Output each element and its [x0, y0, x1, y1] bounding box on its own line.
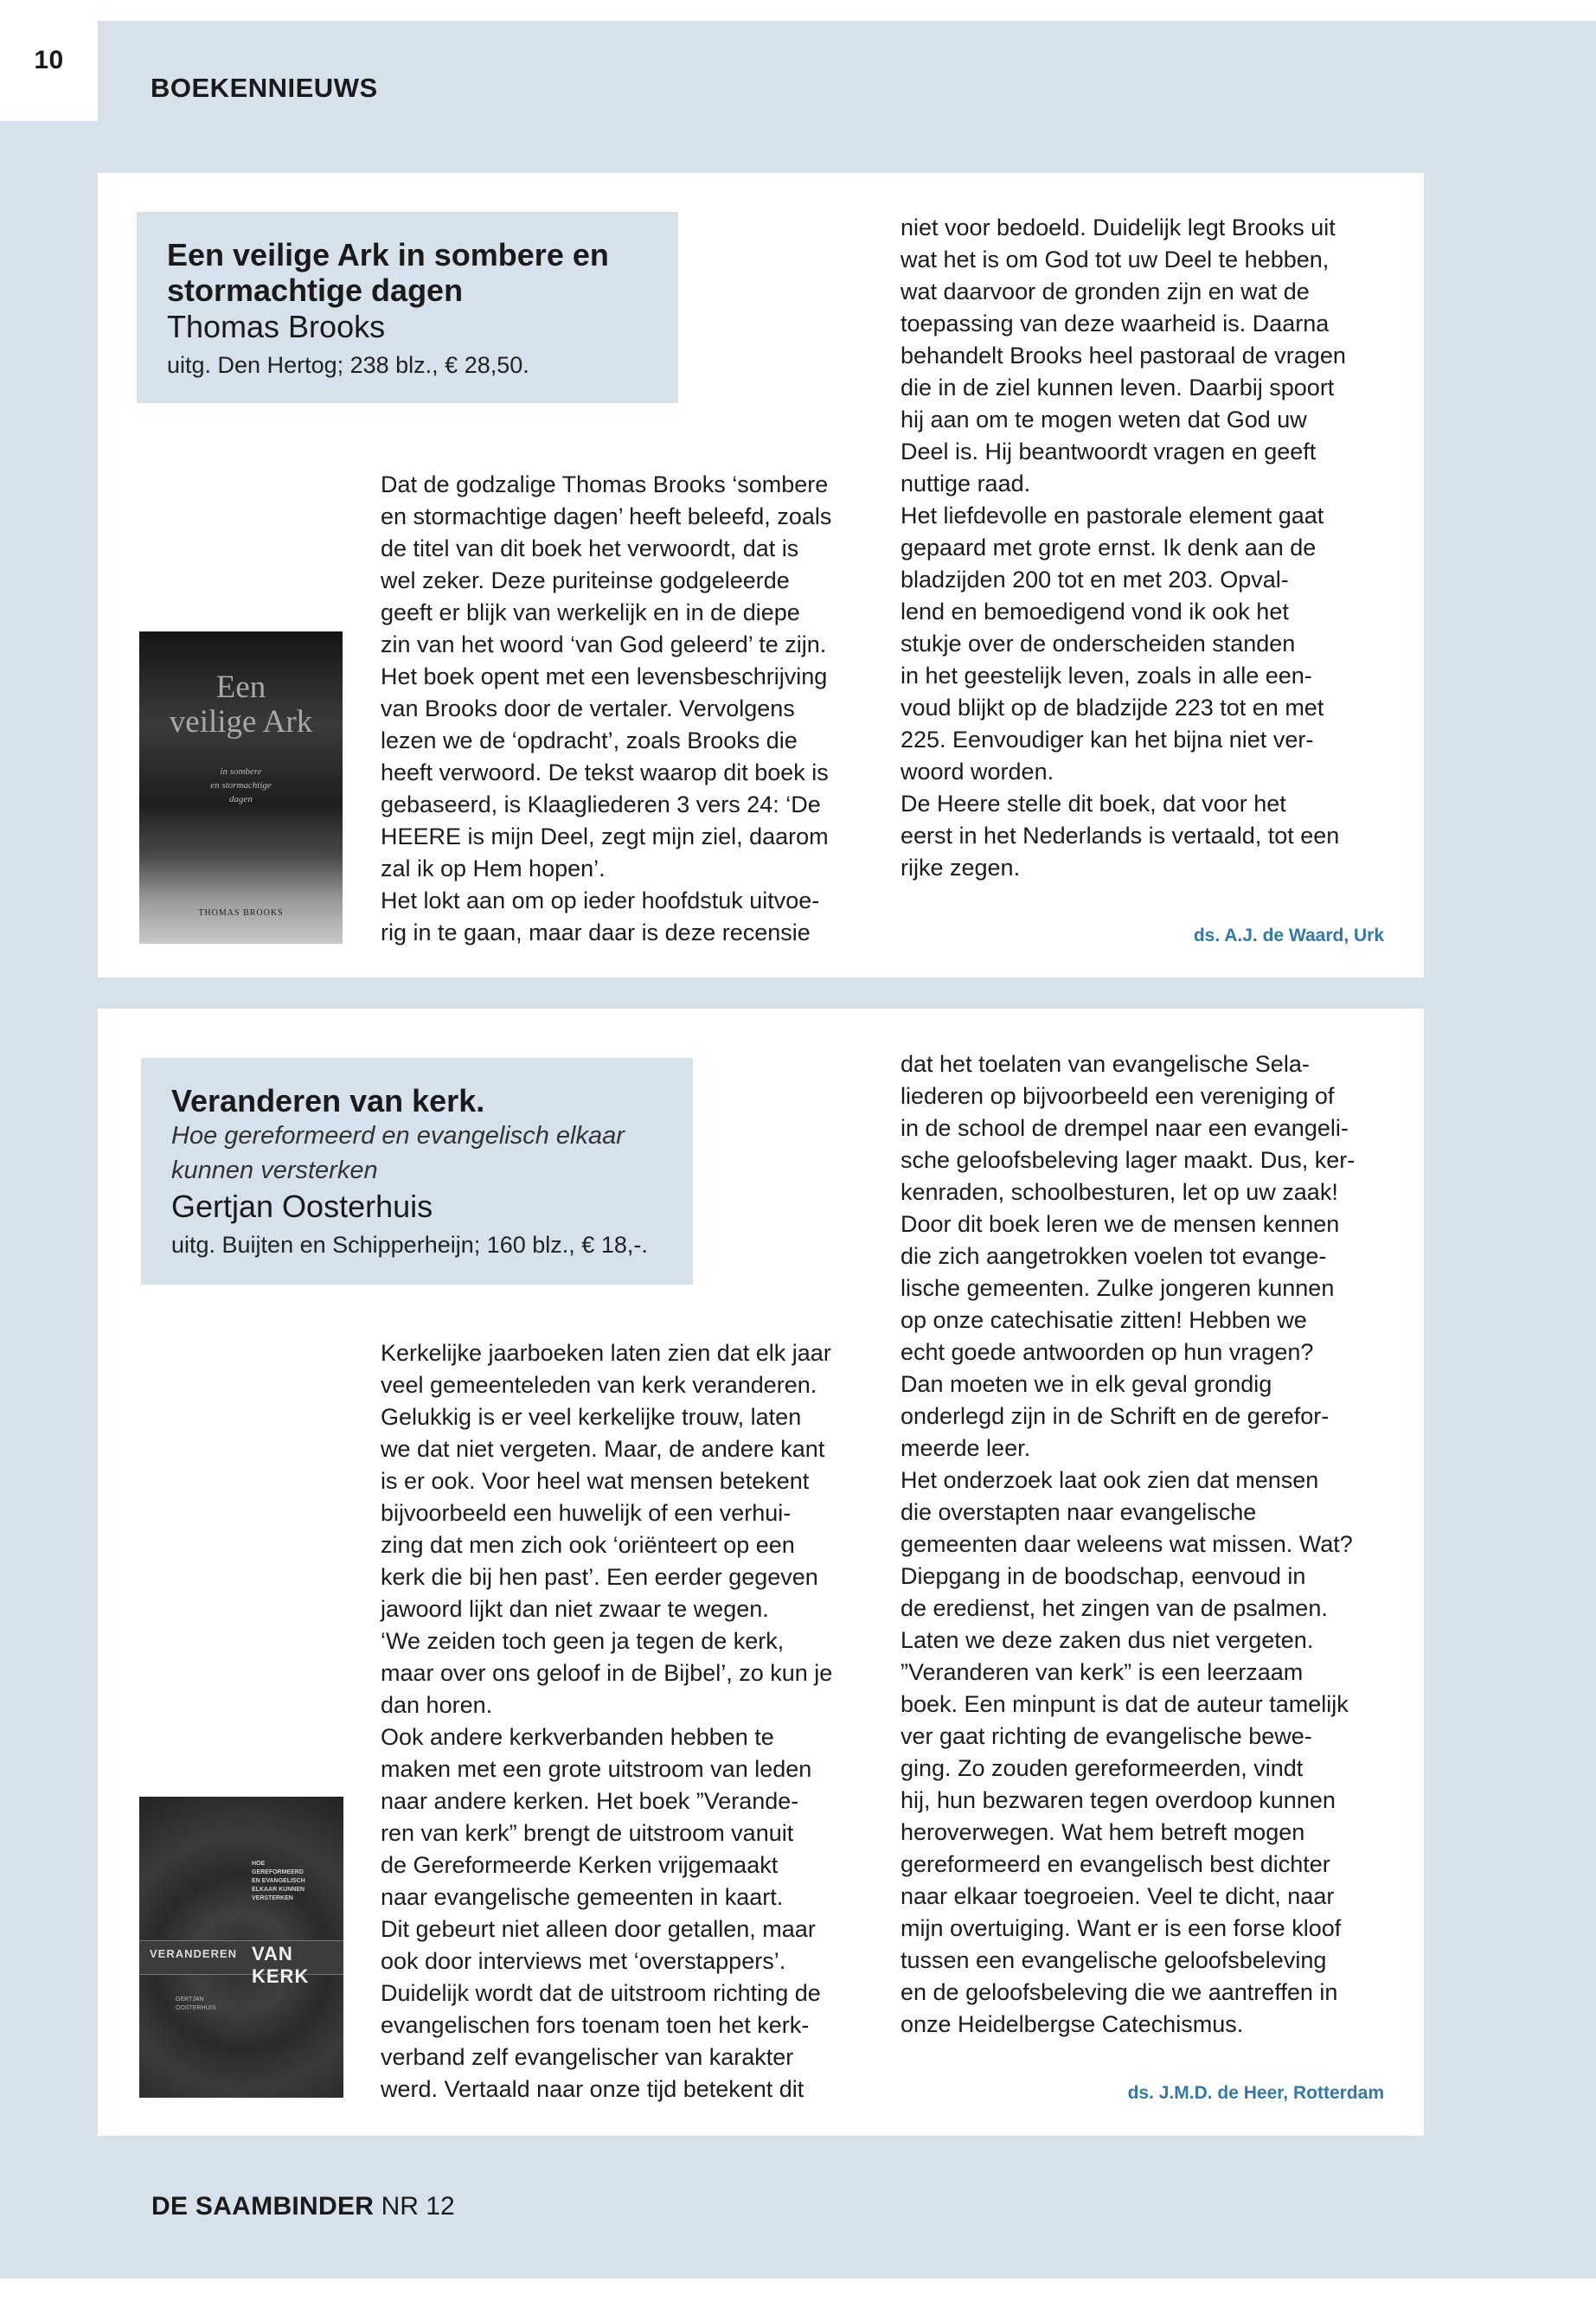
- text-line: kenraden, schoolbesturen, let op uw zaak!: [901, 1179, 1338, 1205]
- review-1-signature: ds. A.J. de Waard, Urk: [1193, 926, 1384, 945]
- cover-1-title: Een veilige Ark: [169, 670, 313, 740]
- text-line: nuttige raad.: [901, 471, 1031, 497]
- text-line: liederen op bijvoorbeeld een vereniging of: [901, 1083, 1335, 1109]
- text-line: ver gaat richting de evangelische bewe-: [901, 1723, 1312, 1749]
- page-footer: [151, 2192, 455, 2221]
- review-1-publisher: uitg. Den Hertog; 238 blz., € 28,50.: [167, 352, 529, 378]
- text-line: bijvoorbeeld een huwelijk of een verhui-: [381, 1500, 792, 1526]
- text-line: ging. Zo zouden gereformeerden, vindt: [901, 1755, 1304, 1781]
- review-1-text-right: [901, 212, 1394, 884]
- text-line: de eredienst, het zingen van de psalmen.: [901, 1595, 1328, 1621]
- review-1-author: Thomas Brooks: [167, 309, 386, 344]
- text-line: heroverwegen. Wat hem betreft mogen: [901, 1819, 1305, 1845]
- text-line: onze Heidelbergse Catechismus.: [901, 2011, 1244, 2037]
- footer-publication: DE SAAMBINDER: [151, 2192, 375, 2221]
- text-line: jawoord lijkt dan niet zwaar te wegen.: [381, 1596, 769, 1622]
- text-line: ”Veranderen van kerk” is een leerzaam: [901, 1659, 1304, 1685]
- section-title: BOEKENNIEUWS: [151, 73, 378, 103]
- text-line: dat het toelaten van evangelische Sela-: [901, 1051, 1310, 1077]
- text-line: naar andere kerken. Het boek ”Verande-: [381, 1788, 799, 1814]
- review-1-title-line-2: stormachtige dagen: [167, 272, 464, 308]
- text-line: evangelischen fors toenam toen het kerk-: [381, 2012, 810, 2038]
- text-line: gepaard met grote ernst. Ik denk aan de: [901, 535, 1317, 561]
- review-1-text-left: [381, 469, 874, 949]
- text-line: Het onderzoek laat ook zien dat mensen: [901, 1467, 1319, 1493]
- text-line: in de school de drempel naar een evangeli-: [901, 1115, 1349, 1141]
- review-2-text-right: [901, 1048, 1394, 2041]
- text-line: Door dit boek leren we de mensen kennen: [901, 1211, 1340, 1237]
- text-line: van Brooks door de vertaler. Vervolgens: [381, 695, 795, 721]
- text-line: ren van kerk” brengt de uitstroom vanuit: [381, 1820, 794, 1846]
- text-line: woord worden.: [901, 759, 1054, 785]
- top-margin: [0, 0, 1596, 21]
- text-line: gemeenten daar weleens wat missen. Wat?: [901, 1531, 1353, 1557]
- text-line: onderlegd zijn in de Schrift en de gerefor-: [901, 1403, 1330, 1429]
- text-line: rig in te gaan, maar daar is deze recensie: [381, 920, 811, 945]
- cover-2-subtitle: HOE GEREFORMEERD EN EVANGELISCH ELKAAR KUNNEN VERSTERKEN: [252, 1861, 305, 1901]
- text-line: ‘We zeiden toch geen ja tegen de kerk,: [381, 1628, 785, 1654]
- text-line: en de geloofsbeleving die we aantreffen in: [901, 1979, 1338, 2005]
- text-line: echt goede antwoorden op hun vragen?: [901, 1339, 1314, 1365]
- cover-2-author: GERTJAN OOSTERHUIS: [176, 1997, 216, 2011]
- text-line: eerst in het Nederlands is vertaald, tot een: [901, 823, 1340, 849]
- text-line: zing dat men zich ook ‘oriënteert op een: [381, 1532, 795, 1558]
- text-line: geeft er blijk van werkelijk en in de diepe: [381, 599, 800, 625]
- text-line: behandelt Brooks heel pastoraal de vragen: [901, 343, 1346, 369]
- review-2-title-box: [141, 1058, 693, 1285]
- text-line: hij aan om te mogen weten dat God uw: [901, 407, 1307, 433]
- review-2-subtitle-line-2: kunnen versterken: [171, 1157, 378, 1184]
- text-line: is er ook. Voor heel wat mensen betekent: [381, 1468, 810, 1494]
- cover-2-title-right: VAN KERK: [252, 1943, 310, 1987]
- text-line: Gelukkig is er veel kerkelijke trouw, laten: [381, 1404, 802, 1430]
- text-line: de titel van dit boek het verwoordt, dat is: [381, 535, 799, 561]
- text-line: maar over ons geloof in de Bijbel’, zo kun je: [381, 1660, 833, 1686]
- text-line: lische gemeenten. Zulke jongeren kunnen: [901, 1275, 1335, 1301]
- review-2-signature: ds. J.M.D. de Heer, Rotterdam: [1127, 2083, 1384, 2103]
- text-line: meerde leer.: [901, 1435, 1031, 1461]
- cover-1-subtitle: in sombere en stormachtige dagen: [210, 766, 272, 804]
- text-line: maken met een grote uitstroom van leden: [381, 1756, 812, 1782]
- text-line: Diepgang in de boodschap, eenvoud in: [901, 1563, 1306, 1589]
- review-1-title-box: [137, 212, 678, 403]
- text-line: mijn overtuiging. Want er is een forse kloof: [901, 1915, 1342, 1941]
- review-2-author: Gertjan Oosterhuis: [171, 1189, 433, 1224]
- text-line: lend en bemoedigend vond ik ook het: [901, 599, 1289, 625]
- text-line: ook door interviews met ‘overstappers’.: [381, 1948, 786, 1974]
- text-line: en stormachtige dagen’ heeft beleefd, zoals: [381, 503, 832, 529]
- footer-issue: NR 12: [381, 2192, 455, 2221]
- text-line: Dit gebeurt niet alleen door getallen, maar: [381, 1916, 816, 1942]
- text-line: we dat niet vergeten. Maar, de andere kant: [381, 1436, 825, 1462]
- text-line: op onze catechisatie zitten! Hebben we: [901, 1307, 1307, 1333]
- text-line: Ook andere kerkverbanden hebben te: [381, 1724, 774, 1750]
- text-line: voud blijkt op de bladzijde 223 tot en met: [901, 695, 1324, 721]
- text-line: kerk die bij hen past’. Een eerder gegeven: [381, 1564, 818, 1590]
- text-line: veel gemeenteleden van kerk veranderen.: [381, 1372, 817, 1398]
- text-line: Het lokt aan om op ieder hoofdstuk uitvoe-: [381, 888, 820, 913]
- review-card-2: [98, 1009, 1424, 2136]
- text-line: werd. Vertaald naar onze tijd betekent dit: [381, 2076, 804, 2102]
- text-line: sche geloofsbeleving lager maakt. Dus, ker-: [901, 1147, 1356, 1173]
- text-line: naar elkaar toegroeien. Veel te dicht, naar: [901, 1883, 1335, 1909]
- text-line: niet voor bedoeld. Duidelijk legt Brooks uit: [901, 215, 1336, 240]
- review-2-publisher: uitg. Buijten en Schipperheijn; 160 blz., € 18,-.: [171, 1232, 648, 1258]
- review-2-subtitle-line-1: Hoe gereformeerd en evangelisch elkaar: [171, 1122, 625, 1150]
- review-1-title-line-1: Een veilige Ark in sombere en: [167, 237, 609, 272]
- text-line: dan horen.: [381, 1692, 493, 1718]
- text-line: wel zeker. Deze puriteinse godgeleerde: [381, 567, 790, 593]
- page-number-box: [0, 0, 98, 121]
- text-line: Duidelijk wordt dat de uitstroom richting de: [381, 1980, 821, 2006]
- text-line: Dan moeten we in elk geval grondig: [901, 1371, 1272, 1397]
- text-line: 225. Eenvoudiger kan het bijna niet ver-: [901, 727, 1314, 753]
- cover-2-title-left: VERANDEREN: [150, 1947, 238, 1960]
- text-line: bladzijden 200 tot en met 203. Opval-: [901, 567, 1289, 593]
- text-line: lezen we de ‘opdracht’, zoals Brooks die: [381, 727, 798, 753]
- text-line: in het geestelijk leven, zoals in alle een-: [901, 663, 1312, 689]
- text-line: hij, hun bezwaren tegen overdoop kunnen: [901, 1787, 1336, 1813]
- review-2-text-left: [381, 1337, 874, 2106]
- review-2-title: Veranderen van kerk.: [171, 1083, 485, 1118]
- text-line: Dat de godzalige Thomas Brooks ‘sombere: [381, 471, 829, 497]
- text-line: stukje over de onderscheiden standen: [901, 631, 1296, 657]
- text-line: de Gereformeerde Kerken vrijgemaakt: [381, 1852, 779, 1878]
- text-line: wat het is om God tot uw Deel te hebben,: [901, 247, 1330, 272]
- text-line: heeft verwoord. De tekst waarop dit boek is: [381, 760, 829, 785]
- text-line: die overstapten naar evangelische: [901, 1499, 1257, 1525]
- text-line: Het liefdevolle en pastorale element gaat: [901, 503, 1324, 529]
- text-line: gereformeerd en evangelisch best dichter: [901, 1851, 1330, 1877]
- text-line: gebaseerd, is Klaagliederen 3 vers 24: ‘De: [381, 792, 821, 817]
- text-line: Kerkelijke jaarboeken laten zien dat elk jaar: [381, 1340, 831, 1366]
- bottom-margin: [0, 2279, 1596, 2301]
- review-2-book-cover: [139, 1797, 343, 2098]
- text-line: die zich aangetrokken voelen tot evange-: [901, 1243, 1327, 1269]
- text-line: zal ik op Hem hopen’.: [381, 856, 606, 881]
- text-line: verband zelf evangelischer van karakter: [381, 2044, 794, 2070]
- page-number: 10: [34, 46, 64, 74]
- text-line: naar evangelische gemeenten in kaart.: [381, 1884, 784, 1910]
- text-line: toepassing van deze waarheid is. Daarna: [901, 311, 1330, 336]
- cover-1-author: THOMAS BROOKS: [198, 908, 284, 918]
- text-line: Laten we deze zaken dus niet vergeten.: [901, 1627, 1314, 1653]
- text-line: wat daarvoor de gronden zijn en wat de: [901, 279, 1310, 304]
- text-line: Het boek opent met een levensbeschrijving: [381, 663, 828, 689]
- text-line: rijke zegen.: [901, 855, 1021, 881]
- text-line: Deel is. Hij beantwoordt vragen en geeft: [901, 439, 1317, 465]
- text-line: De Heere stelle dit boek, dat voor het: [901, 791, 1286, 817]
- text-line: zin van het woord ‘van God geleerd’ te zijn.: [381, 631, 827, 657]
- text-line: HEERE is mijn Deel, zegt mijn ziel, daarom: [381, 824, 829, 849]
- text-line: die in de ziel kunnen leven. Daarbij spoort: [901, 375, 1335, 401]
- text-line: boek. Een minpunt is dat de auteur tamelijk: [901, 1691, 1349, 1717]
- review-card-1: [98, 173, 1424, 977]
- review-1-book-cover: [139, 631, 343, 944]
- text-line: tussen een evangelische geloofsbeleving: [901, 1947, 1327, 1973]
